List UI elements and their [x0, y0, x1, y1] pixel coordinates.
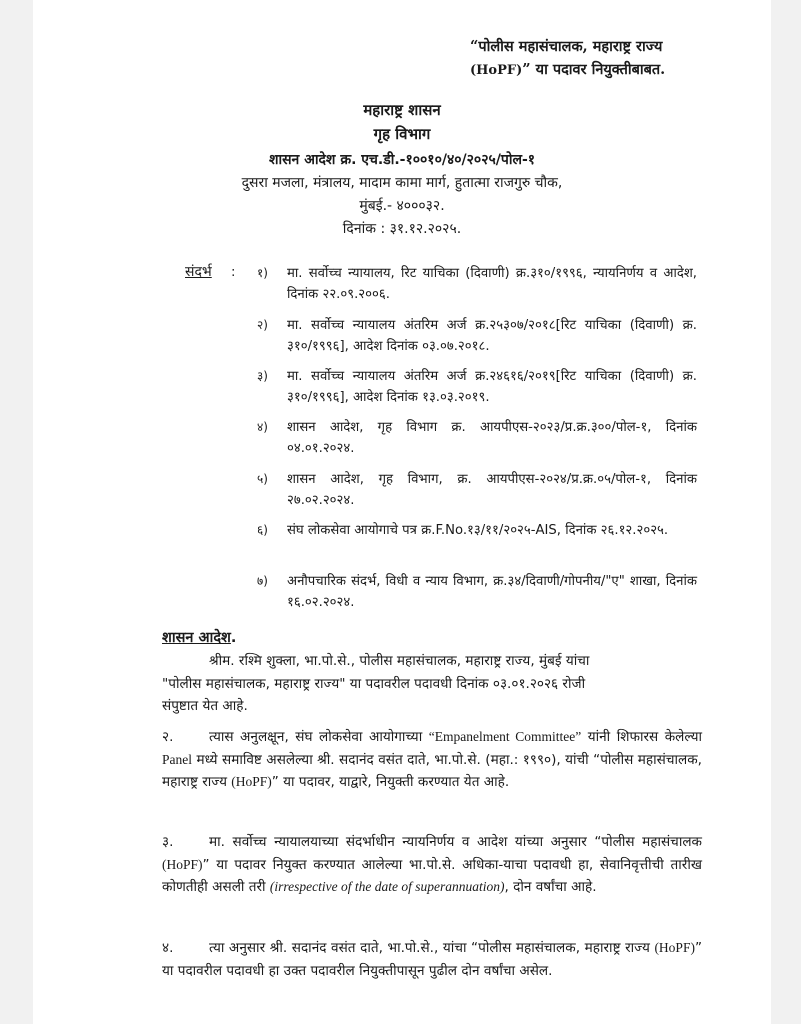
- para1-line3: संपुष्टात येत आहे.: [162, 698, 248, 714]
- para2-hopf: (HoPF): [231, 774, 272, 789]
- para4-text-c: ” या पदावरील पदावधी हा उक्त पदावरील नियुक्तीपासून पुढील दोन वर्षांचा असेल.: [162, 940, 702, 979]
- order-date: दिनांक : ३१.१२.२०२५.: [342, 221, 462, 237]
- reference-item: [257, 366, 699, 410]
- para4-text-a: त्या अनुसार श्री. सदानंद वसंत दाते, भा.पो.से., यांचा “पोलीस महासंचालक, महाराष्ट्र राज्य: [209, 940, 655, 956]
- address-line: दुसरा मजला, मंत्रालय, मादाम कामा मार्ग, हुतात्मा राजगुरु चौक,: [241, 175, 563, 191]
- para3-text-e: , दोन वर्षांचा आहे.: [504, 879, 597, 895]
- order-paragraph-4: [162, 937, 702, 982]
- reference-number: ६): [257, 523, 268, 537]
- para3-text-c: ” या पदावर नियुक्त करण्यात आलेल्या भा.पो.से. अधिका-याचा पदावधी हा, सेवानिवृत्तीची तारीख कोणतीही असली तरी: [162, 856, 702, 895]
- reference-number: ३): [257, 369, 268, 383]
- reference-text: शासन आदेश, गृह विभाग, क्र. आयपीएस-२०२४/प्र.क्र.०५/पोल-१, दिनांक २७.०२.२०२४.: [287, 472, 697, 508]
- reference-item: [257, 315, 699, 359]
- para2-empanelment: “Empanelment Committee”: [428, 729, 582, 744]
- reference-text: मा. सर्वोच्च न्यायालय, रिट याचिका (दिवाणी) क्र.३१०/१९९६, न्यायनिर्णय व आदेश, दिनांक २२.०९.२००६.: [287, 266, 697, 302]
- subject-hopf: (HoPF): [470, 63, 523, 78]
- reference-text: मा. सर्वोच्च न्यायालय अंतरिम अर्ज क्र.२४६१६/२०१९[रिट याचिका (दिवाणी) क्र. ३१०/१९९६], आदेश दिनांक १३.०३.२०१९.: [287, 369, 697, 405]
- para3-text-a: मा. सर्वोच्च न्यायालयाच्या संदर्भाधीन न्यायनिर्णय व आदेश यांच्या अनुसार “पोलीस महासंचालक: [209, 834, 702, 850]
- para3-number: ३.: [162, 834, 174, 850]
- city-line: मुंबई.- ४०००३२.: [359, 198, 445, 214]
- reference-number: ५): [257, 472, 268, 486]
- order-paragraph-2: [162, 726, 702, 794]
- order-paragraph-1: [162, 650, 702, 718]
- department-title: गृह विभाग: [373, 125, 431, 143]
- references-label: संदर्भ: [185, 264, 212, 280]
- para4-number: ४.: [162, 940, 174, 956]
- reference-item: [257, 520, 699, 564]
- para4-hopf: (HoPF): [654, 940, 695, 955]
- references-colon: :: [231, 265, 236, 280]
- government-title: महाराष्ट्र शासन: [363, 101, 441, 119]
- order-heading-dot: .: [230, 630, 237, 646]
- para1-line1: श्रीम. रश्मि शुक्ला, भा.पो.से., पोलीस महासंचालक, महाराष्ट्र राज्य, मुंबई यांचा: [209, 653, 590, 669]
- para2-panel: Panel: [162, 751, 192, 767]
- para3-irrespective: (irrespective of the date of superannuation): [269, 879, 505, 894]
- order-paragraph-3: [162, 831, 702, 899]
- reference-item: [257, 571, 699, 615]
- reference-item: [257, 263, 699, 307]
- order-number: शासन आदेश क्र. एच.डी.-१००१०/४०/२०२५/पोल-१: [268, 152, 536, 168]
- para2-text-a: त्यास अनुलक्षून, संघ लोकसेवा आयोगाच्या: [209, 729, 429, 745]
- para2-text-e: मध्ये समाविष्ट असलेल्या श्री. सदानंद वसंत दाते, भा.पो.से. (महा.: १९९०), यांची “पोलीस महासंचालक, महाराष्ट्र राज्य: [162, 751, 702, 790]
- order-heading: [162, 627, 236, 647]
- para1-line2: "पोलीस महासंचालक, महाराष्ट्र राज्य" या पदावरील पदावधी दिनांक ०३.०१.२०२६ रोजी: [162, 675, 586, 692]
- document-page: [33, 0, 771, 1024]
- reference-number: १): [257, 266, 268, 280]
- para2-text-g: ” या पदावर, याद्वारे, नियुक्ती करण्यात येत आहे.: [271, 774, 510, 790]
- reference-item: [257, 469, 699, 513]
- reference-text: अनौपचारिक संदर्भ, विधी व न्याय विभाग, क्र.३४/दिवाणी/गोपनीय/"ए" शाखा, दिनांक १६.०२.२०२४.: [287, 574, 697, 610]
- para2-number: २.: [162, 729, 174, 745]
- para2-text-c: यांनी शिफारस केलेल्या: [581, 729, 702, 745]
- reference-text: मा. सर्वोच्च न्यायालय अंतरिम अर्ज क्र.२५३०७/२०१८[रिट याचिका (दिवाणी) क्र. ३१०/१९९६], आदेश दिनांक ०३.०७.२०१८.: [287, 318, 697, 354]
- reference-number: ७): [257, 574, 268, 588]
- para3-hopf: (HoPF): [162, 856, 203, 872]
- order-heading-text: शासन आदेश: [162, 630, 231, 646]
- subject-text: ” या पदावर नियुक्तीबाबत.: [522, 61, 666, 78]
- subject-line-2: [470, 59, 665, 79]
- reference-number: ४): [257, 420, 268, 434]
- reference-text: शासन आदेश, गृह विभाग क्र. आयपीएस-२०२३/प्र.क्र.३००/पोल-१, दिनांक ०४.०१.२०२४.: [287, 420, 697, 456]
- reference-number: २): [257, 318, 268, 332]
- reference-text: संघ लोकसेवा आयोगाचे पत्र क्र.F.No.१३/११/२०२५-AIS, दिनांक २६.१२.२०२५.: [287, 523, 669, 538]
- subject-line-1: “पोलीस महासंचालक, महाराष्ट्र राज्य: [470, 38, 663, 55]
- reference-item: [257, 417, 699, 461]
